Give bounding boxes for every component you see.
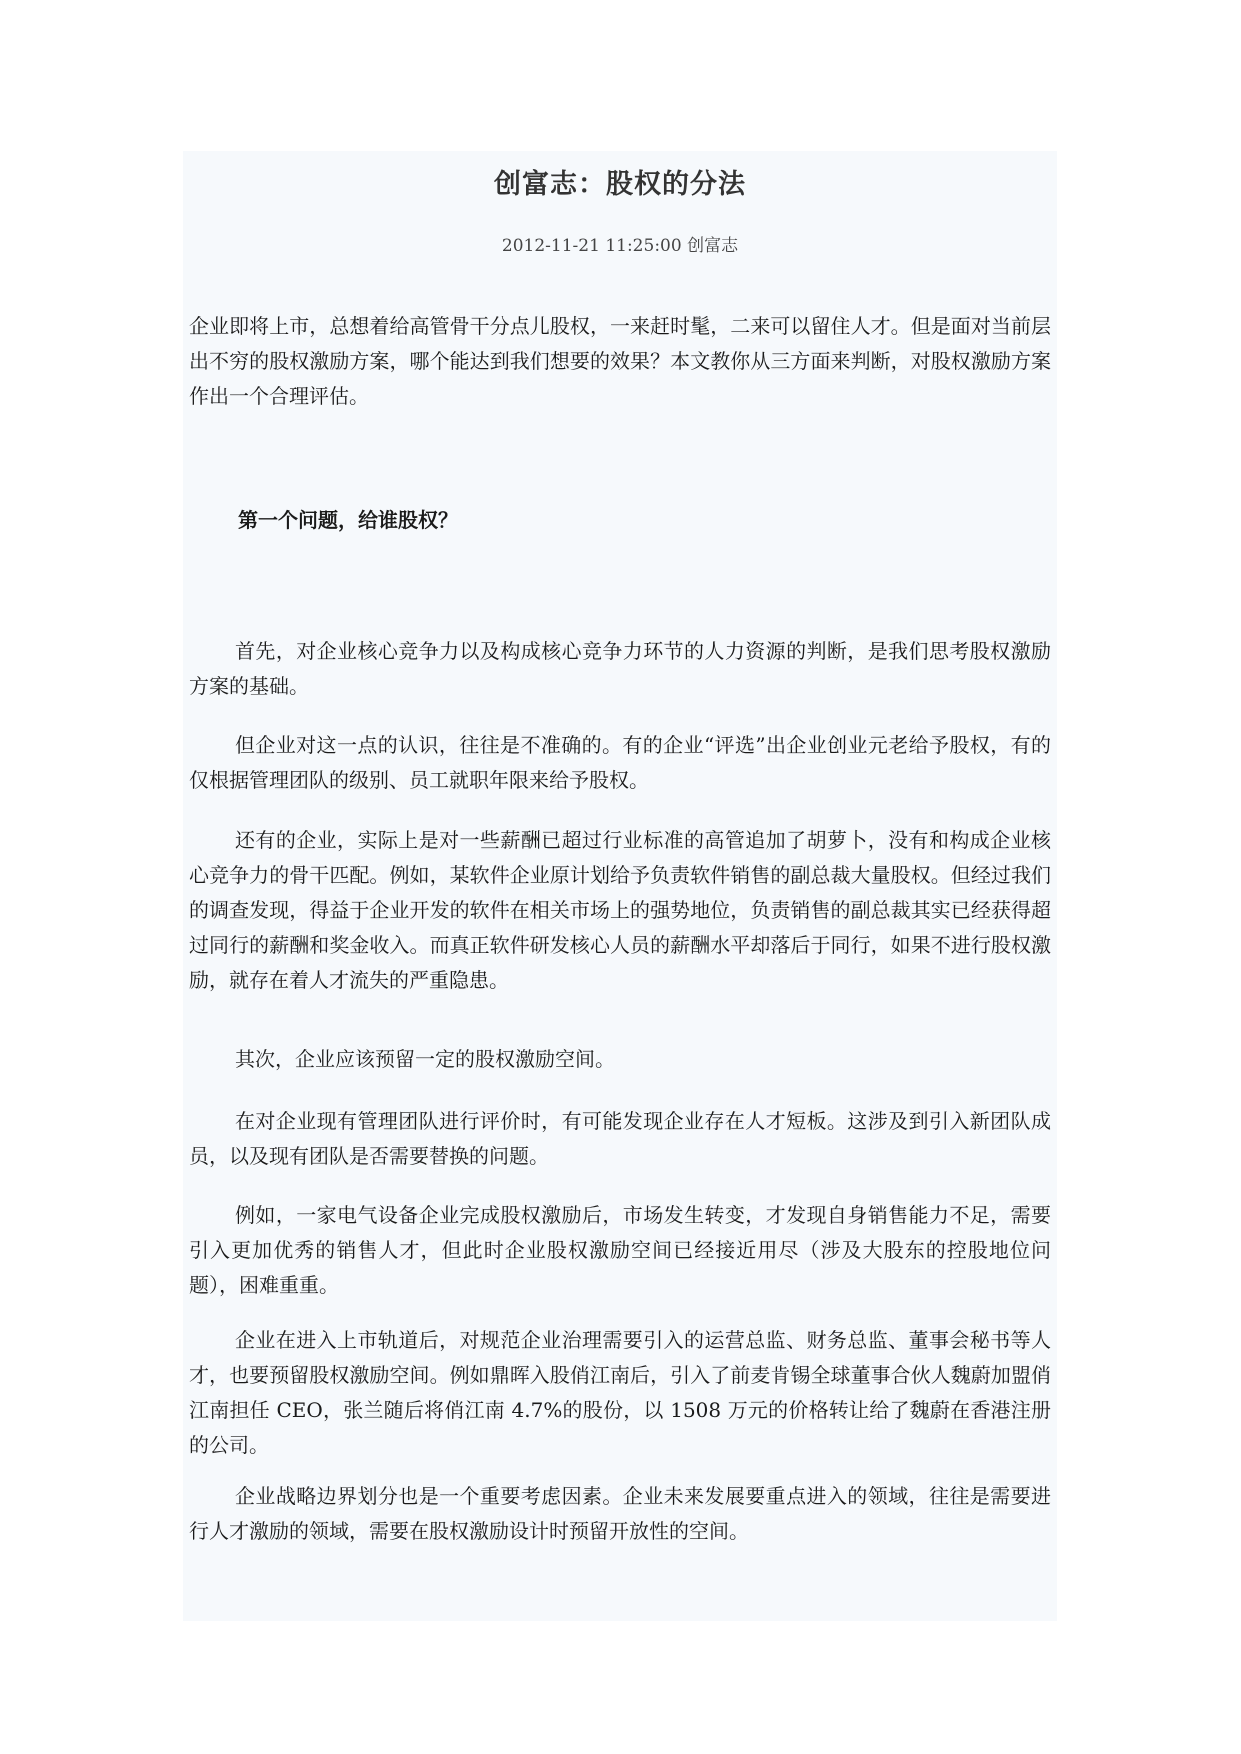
article-meta: 2012-11-21 11:25:00 创富志: [501, 236, 739, 256]
body-paragraph: 其次，企业应该预留一定的股权激励空间。: [235, 1047, 615, 1071]
body-paragraph: 但企业对这一点的认识，往往是不准确的。有的企业“评选”出企业创业元老给予股权，有的仅根据管理团队的级别、员工就职年限来给予股权。: [189, 733, 1051, 792]
body-paragraph: 例如，一家电气设备企业完成股权激励后，市场发生转变，才发现自身销售能力不足，需要引入更加优秀的销售人才，但此时企业股权激励空间已经接近用尽（涉及大股东的控股地位问题），困难重重。: [189, 1203, 1051, 1297]
intro-paragraph: 企业即将上市，总想着给高管骨干分点儿股权，一来赶时髦，二来可以留住人才。但是面对当前层出不穷的股权激励方案，哪个能达到我们想要的效果？本文教你从三方面来判断，对股权激励方案作出一个合理评估。: [189, 314, 1051, 408]
article-title: 创富志：股权的分法: [494, 169, 746, 200]
article-panel: [183, 151, 1057, 1621]
body-paragraph: 企业战略边界划分也是一个重要考虑因素。企业未来发展要重点进入的领域，往往是需要进行人才激励的领域，需要在股权激励设计时预留开放性的空间。: [189, 1484, 1051, 1543]
body-paragraph: 在对企业现有管理团队进行评价时，有可能发现企业存在人才短板。这涉及到引入新团队成员，以及现有团队是否需要替换的问题。: [189, 1109, 1051, 1168]
section-heading: 第一个问题，给谁股权？: [238, 508, 458, 532]
body-paragraph: 首先，对企业核心竞争力以及构成核心竞争力环节的人力资源的判断，是我们思考股权激励方案的基础。: [189, 639, 1051, 698]
body-paragraph: 企业在进入上市轨道后，对规范企业治理需要引入的运营总监、财务总监、董事会秘书等人才，也要预留股权激励空间。例如鼎晖入股俏江南后，引入了前麦肯锡全球董事合伙人魏蔚加盟俏江南担任 CEO，张兰随后将俏江南 4.7%的股份，以 1508 万元的价格转让给了魏蔚在香港注册的公司。: [189, 1328, 1051, 1457]
body-paragraph: 还有的企业，实际上是对一些薪酬已超过行业标准的高管追加了胡萝卜，没有和构成企业核心竞争力的骨干匹配。例如，某软件企业原计划给予负责软件销售的副总裁大量股权。但经过我们的调查发现，得益于企业开发的软件在相关市场上的强势地位，负责销售的副总裁其实已经获得超过同行的薪酬和奖金收入。而真正软件研发核心人员的薪酬水平却落后于同行，如果不进行股权激励，就存在着人才流失的严重隐患。: [189, 828, 1051, 992]
